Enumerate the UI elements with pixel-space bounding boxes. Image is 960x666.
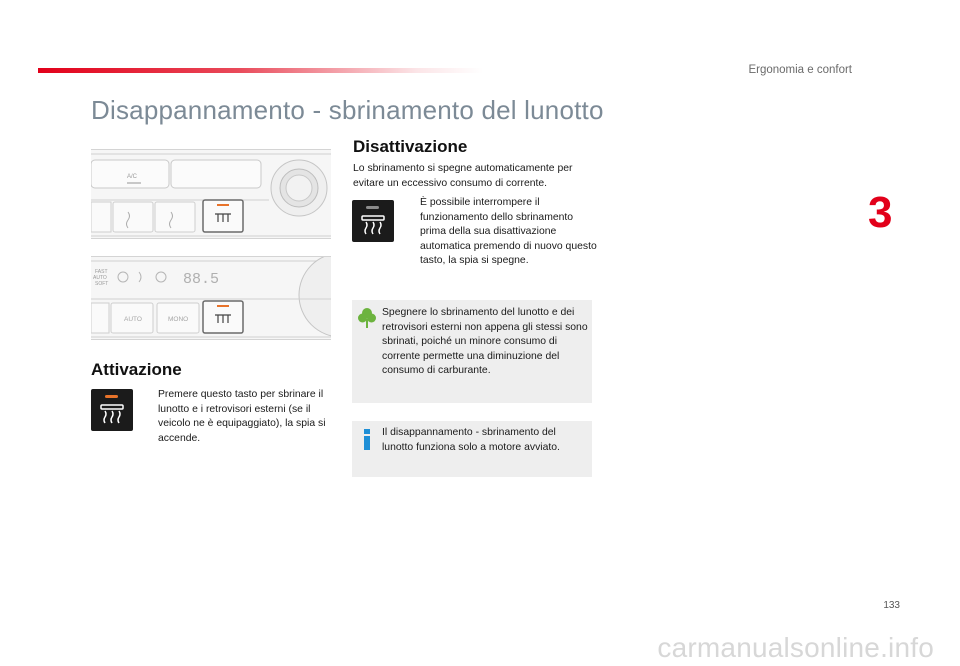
auto-button-label: AUTO — [124, 316, 142, 323]
attivazione-heading: Attivazione — [91, 360, 182, 379]
info-icon — [361, 429, 373, 451]
header-accent-bar — [38, 68, 483, 73]
attivazione-text: Premere questo tasto per sbrinare il lunotto e i retrovisori esterni (se il veicolo ne è equipaggiato), la spia si accende. — [158, 389, 326, 444]
ac-label: A/C — [127, 174, 138, 180]
indicator-led — [366, 206, 379, 209]
info-note-box — [352, 421, 592, 477]
mono-button-label: MONO — [168, 316, 189, 323]
indicator-led — [105, 395, 118, 398]
info-note-text: Il disappannamento - sbrinamento del lunotto funziona solo a motore avviato. — [382, 427, 560, 453]
watermark-text: carmanualsonline.info — [657, 632, 934, 663]
rear-defrost-button-on-icon — [91, 389, 133, 431]
disattivazione-heading: Disattivazione — [353, 137, 468, 156]
eco-note-box — [352, 300, 592, 403]
temperature-display: 88.5 — [183, 271, 220, 288]
chapter-number: 3 — [868, 188, 893, 237]
rear-defrost-icon — [99, 403, 125, 425]
page-title: Disappannamento - sbrinamento del lunotto — [91, 95, 604, 125]
section-name: Ergonomia e confort — [748, 64, 852, 76]
auto-mode-label: AUTO — [93, 275, 107, 281]
rear-defrost-button-off-icon — [352, 200, 394, 242]
disattivazione-text: È possibile interrompere il funzionamento dello sbrinamento prima della sua disattivazione automatica premendo di nuovo questo tasto, la spia si spegne. — [420, 197, 597, 267]
soft-label: SOFT — [95, 281, 109, 287]
fast-label: FAST — [95, 269, 108, 275]
eco-note-text: Spegnere lo sbrinamento del lunotto e dei retrovisori esterni non appena gli stessi sono sbrinati, poiché un minore consumo di corrente permette una diminuzione del consumo di carburante. — [382, 307, 588, 377]
eco-leaf-icon — [358, 307, 376, 329]
climate-panel-illustration-bottom — [91, 256, 331, 340]
rear-defrost-icon — [360, 214, 386, 236]
disattivazione-intro: Lo sbrinamento si spegne automaticamente per evitare un eccessivo consumo di corrente. — [353, 163, 573, 189]
page-number: 133 — [883, 600, 900, 611]
climate-panel-illustration-top — [91, 149, 331, 239]
